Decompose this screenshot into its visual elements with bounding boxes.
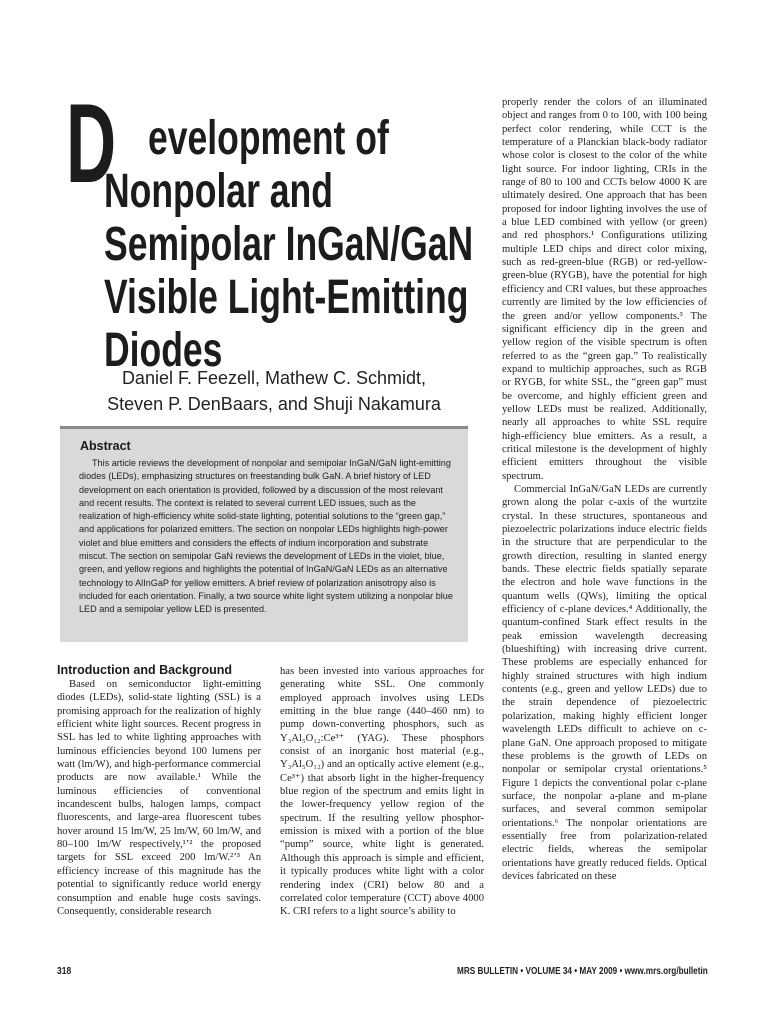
author-list — [60, 365, 488, 417]
authors-line: Steven P. DenBaars, and Shuji Nakamura — [107, 394, 441, 414]
journal-footer: MRS BULLETIN • VOLUME 34 • MAY 2009 • www.mrs.org/bulletin — [457, 966, 708, 977]
body-paragraph: properly render the colors of an illuminated object and ranges from 0 to 100, with 100 being perfect color rendering, while CCT is the temperature of a Planckian black-body radiator whose color is closest to the color of the white light source. For indoor lighting, CRIs in the range of 80 to 100 and CCTs below 4000 K are ultimately desired. One approach that has been proposed for indoor lighting involves the use of a blue LED combined with yellow (or green) and red phosphors.¹ Configurations utilizing multiple LED chips and direct color mixing, such as red-green-blue (RGB) or red-yellow-green-blue (RYGB), have the potential for high efficiency and CRI values, but these approaches currently are limited by the low efficiencies of the green and/or yellow components.³ The significant efficiency dip in the green and yellow region of the visible spectrum is often referred to as the “green gap.” To realistically expand to multichip approaches, such as RGB or RYGB, for white SSL, the “green gap” must be overcome, and highly efficient green and yellow LEDs must be realized. Additionally, nearly all approaches to white SSL require high-efficiency blue emitters. As a result, a critical milestone is the development of highly efficient emitters throughout the visible spectrum. — [502, 97, 707, 482]
body-paragraph: Commercial InGaN/GaN LEDs are currently grown along the polar c-axis of the wurtzite crystal. In these structures, spontaneous and piezoelectric polarizations induce electric fields in the structure that are perpendicular to the growth direction, resulting in slanted energy bands. These electric fields spatially separate the electron and hole wave functions in the quantum wells (QWs), limiting the optical efficiency of c-plane devices.⁴ Additionally, the quantum-confined Stark effect results in the peak emission wavelength decreasing (blueshifting) with increasing drive current. These problems are especially enhanced for highly strained structures with high indium contents (e.g., green and yellow LEDs) due to the strain dependence of piezoelectric polarization, making highly efficient longer wavelength LEDs difficult to achieve on c-plane GaN. One approach proposed to mitigate these problems is the growth of LEDs on nonpolar or semipolar crystal orientations.⁵ Figure 1 depicts the conventional polar c-plane surface, the nonpolar a-plane and m-plane surfaces, and several common semipolar orientations.⁶ The nonpolar orientations are essentially free from polarization-related electric fields, whereas the semipolar orientations have greatly reduced fields. Optical devices fabricated on these — [502, 483, 707, 882]
abstract-heading: Abstract — [80, 439, 131, 453]
abstract-box — [60, 426, 468, 642]
body-paragraph: has been invested into various approaches for generating white SSL. One commonly employed approach involves using LEDs emitting in the blue range (440–460 nm) to pump down-converting phosphors, such as Y₃Al₅O₁₂:Ce³⁺ (YAG). These phosphors consist of an inorganic host material (e.g., Y₃Al₅O₁₂) and an optically active element (e.g., Ce³⁺) that absorb light in the higher-frequency blue region of the spectrum and emits light in the lower-frequency yellow region of the spectrum. If the resulting yellow phosphor-emission is mixed with a portion of the blue “pump” source, white light is generated. Although this approach is simple and efficient, it typically produces white light with a color rendering index (CRI) below 80 and a correlated color temperature (CCT) above 4000 K. CRI refers to a light source’s ability to — [280, 666, 484, 918]
title-line: Visible Light-Emitting — [104, 271, 469, 324]
page-number: 318 — [57, 966, 72, 977]
title-line: Semipolar InGaN/GaN — [104, 218, 474, 271]
body-column-middle — [280, 665, 484, 919]
body-column-left — [57, 678, 261, 918]
section-heading: Introduction and Background — [57, 663, 232, 677]
title-line: evelopment of — [148, 112, 389, 165]
abstract-text: This article reviews the development of nonpolar and semipolar InGaN/GaN light-emitting diodes (LEDs), emphasizing structures on freestanding bulk GaN. A brief history of LED development on each orientation is provided, followed by a discussion of the most relevant and recent results. The context is related to several current LED issues, such as the realization of high-efficiency white solid-state lighting, potential solutions to the “green gap,” and applications for polarized emitters. The section on nonpolar LEDs highlights high-power violet and blue emitters and considers the effects of indium incorporation and substrate miscut. The section on semipolar GaN reviews the development of LEDs in the violet, blue, green, and yellow regions and highlights the potential of InGaN/GaN LEDs as an alternative technology to AlInGaP for yellow emitters. A brief review of polarization anisotropy also is included for each orientation. Finally, a two source white light system utilizing a nonpolar blue LED and a semipolar yellow LED is presented. — [79, 458, 453, 615]
body-column-right — [502, 96, 707, 883]
title-line: Nonpolar and — [104, 165, 333, 218]
authors-line: Daniel F. Feezell, Mathew C. Schmidt, — [121, 368, 427, 388]
title-dropcap: D — [66, 81, 117, 206]
title-line: Diodes — [104, 324, 223, 377]
body-paragraph: Based on semiconductor light-emitting diodes (LEDs), solid-state lighting (SSL) is a promising approach for the realization of highly efficient white light sources. Recent progress in SSL has led to white lighting approaches with luminous efficiencies beyond 100 lumens per watt (lm/W), and high-performance commercial products are now available.¹ While the luminous efficiencies of conventional incandescent bulbs, halogen lamps, compact fluorescents, and large-area fluorescent tubes hover around 15 lm/W, 25 lm/W, 60 lm/W, and 80–100 lm/W respectively,¹ʼ² the proposed targets for SSL exceed 200 lm/W.²ʼ³ An efficiency increase of this magnitude has the potential to significantly reduce world energy consumption and enable huge costs savings. Consequently, considerable research — [57, 679, 261, 917]
